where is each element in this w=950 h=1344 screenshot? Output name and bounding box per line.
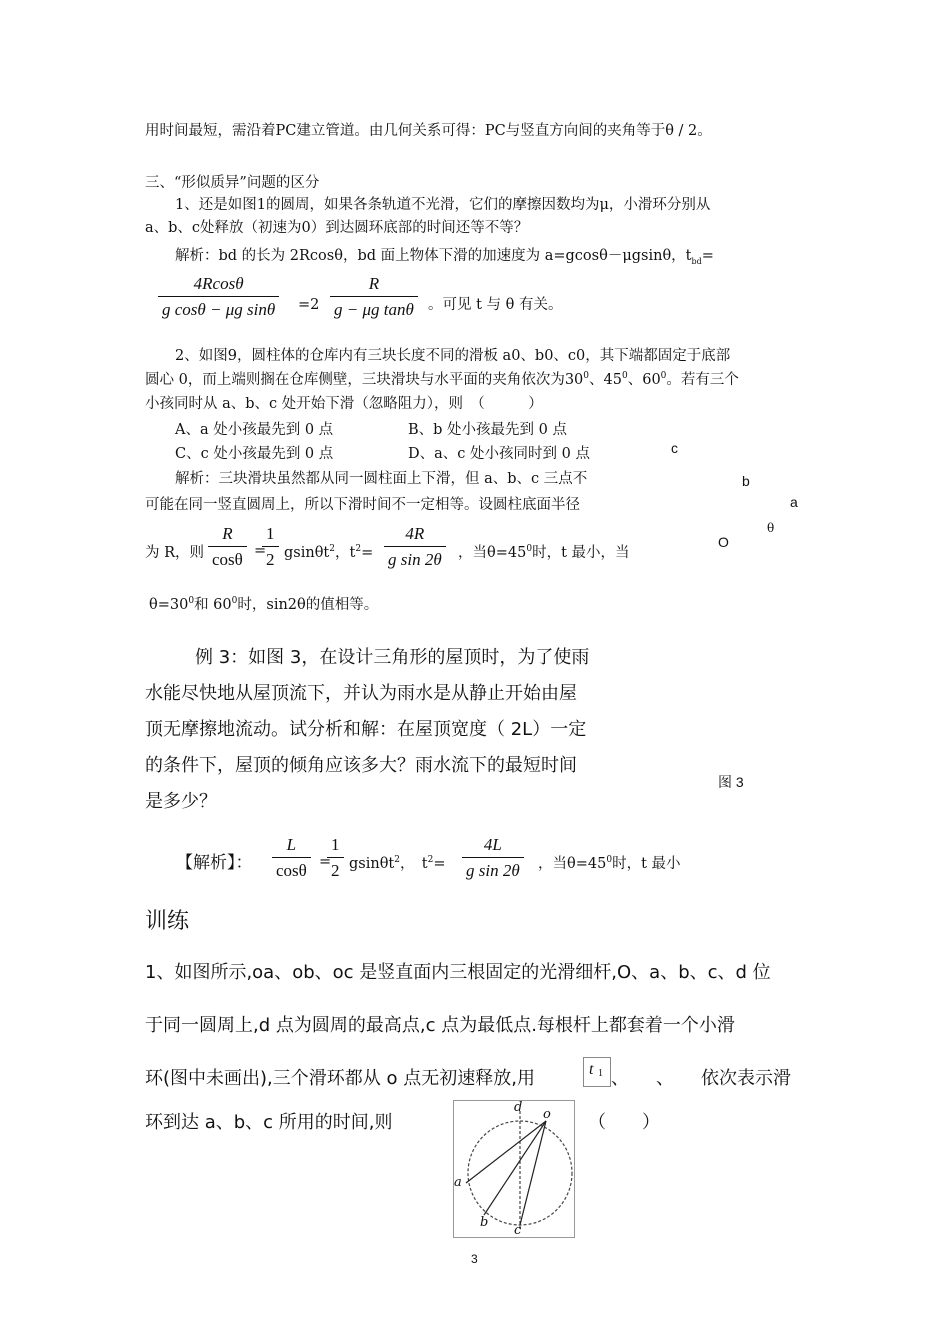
text-run: 时，t 最小	[612, 856, 681, 872]
option-a: A、a 处小孩最先到 0 点	[175, 422, 334, 438]
option-b: B、b 处小孩最先到 0 点	[408, 422, 567, 438]
text-line: a、b、c处释放（初速为0）到达圆环底部的时间还等不等？	[145, 220, 529, 236]
text-line: 顶无摩擦地流动。试分析和解：在屋顶宽度（ 2L）一定	[145, 719, 587, 740]
numerator: 4L	[483, 835, 502, 854]
text-run: 为 R，则	[145, 545, 205, 561]
text-run: 。可见 t 与 θ 有关。	[428, 297, 563, 313]
fraction	[327, 835, 344, 881]
fraction	[384, 524, 446, 570]
text-line	[284, 541, 373, 562]
text-run: 时，t 最小，当	[532, 545, 630, 561]
text-line: 1、还是如图1的圆周，如果各条轨道不光滑，它们的摩擦因数均为μ，小滑环分别从	[175, 197, 711, 213]
subscript: bd	[691, 256, 702, 266]
text-run: gsinθt	[284, 545, 330, 561]
figure-caption: 图 3	[718, 774, 744, 790]
figure-label-o: O	[718, 534, 729, 550]
denominator: 2	[262, 546, 279, 570]
text-line: 可能在同一竖直圆周上，所以下滑时间不一定相等。设圆柱底面半径	[145, 497, 580, 513]
denominator: cosθ	[208, 546, 247, 570]
circle-figure	[453, 1100, 575, 1238]
numerator: L	[286, 835, 297, 854]
denominator: g − μg tanθ	[330, 296, 418, 320]
fraction	[330, 274, 418, 320]
superscript: 0	[621, 371, 628, 382]
figure-label-c: c	[671, 440, 678, 456]
option-c: C、c 处小孩最先到 0 点	[175, 446, 334, 462]
text-line	[458, 541, 630, 562]
label-c: c	[514, 1223, 522, 1238]
text-run: =	[319, 854, 332, 870]
text-run: 和 60	[194, 597, 232, 613]
denominator: cosθ	[272, 857, 311, 881]
figure-label-theta: θ	[767, 521, 775, 535]
text-line: 例 3：如图 3，在设计三角形的屋顶时，为了使雨	[195, 647, 590, 668]
figure-label-a: a	[790, 494, 798, 510]
denominator: g sin 2θ	[384, 546, 446, 570]
denominator: g sin 2θ	[462, 857, 524, 881]
fraction	[262, 524, 279, 570]
text-line: 解析：三块滑块虽然都从同一圆柱面上下滑，但 a、b、c 三点不	[175, 471, 588, 487]
text-line: 环(图中未画出),三个滑环都从 o 点无初速释放,用	[145, 1068, 535, 1089]
text-run: ， t	[400, 856, 428, 872]
text-run: =	[254, 543, 267, 559]
text-run: 、60	[627, 372, 661, 388]
superscript: 0	[660, 371, 667, 382]
superscript: 2	[394, 855, 400, 866]
text-run: =2	[298, 297, 320, 313]
label-a: a	[454, 1175, 462, 1190]
superscript: 0	[526, 544, 533, 555]
denominator: 2	[327, 857, 344, 881]
numerator: 4Rcosθ	[193, 274, 244, 293]
text-line	[538, 852, 681, 873]
text-run: 圆心 0，而上端则搁在仓库侧壁，三块滑块与水平面的夹角依次为30	[145, 372, 584, 388]
text-line	[145, 368, 739, 389]
text-run: ，t	[335, 545, 356, 561]
superscript: 2	[427, 855, 434, 866]
fraction	[158, 274, 279, 320]
label-d: d	[514, 1100, 523, 1115]
fraction	[462, 835, 524, 881]
rod-oc	[520, 1121, 546, 1225]
text-line: 小孩同时从 a、b、c 处开始下滑（忽略阻力），则 （ ）	[145, 396, 543, 412]
text-line: 2、如图9，圆柱体的仓库内有三块长度不同的滑板 a0、b0、c0，其下端都固定于底部	[175, 348, 731, 364]
answer-parentheses: （ ）	[588, 1112, 660, 1133]
text-run: 时，sin2θ的值相等。	[237, 597, 379, 613]
page-number: 3	[471, 1252, 478, 1266]
superscript: 2	[355, 544, 362, 555]
text-line	[349, 852, 445, 873]
rod-oa	[466, 1121, 546, 1183]
text-line: 1、如图所示,oa、ob、oc 是竖直面内三根固定的光滑细杆,O、a、b、c、d 位	[145, 962, 771, 983]
text-line: 、 、 依次表示滑	[611, 1068, 791, 1089]
figure-label-b: b	[742, 473, 750, 489]
t1-symbol-icon	[583, 1057, 611, 1087]
text-line	[175, 244, 714, 266]
text-run: =	[701, 248, 714, 264]
superscript: 0	[188, 596, 195, 607]
denominator: g cosθ − μg sinθ	[158, 296, 279, 320]
superscript: 2	[329, 544, 335, 555]
numerator: 1	[266, 524, 275, 543]
t1-subscript: 1	[598, 1068, 603, 1079]
circle-diagram	[454, 1101, 574, 1237]
fraction	[208, 524, 247, 570]
text-line: 于同一圆周上,d 点为圆周的最高点,c 点为最低点.每根杆上都套着一个小滑	[145, 1015, 735, 1036]
text-run: θ=30	[149, 597, 189, 613]
superscript: 0	[606, 855, 613, 866]
label-o: o	[543, 1107, 551, 1122]
training-title: 训练	[145, 909, 190, 934]
text-run: 解析：bd 的长为 2Rcosθ，bd 面上物体下滑的加速度为 a=gcosθ－μgsinθ，t	[175, 248, 692, 264]
rod-ob	[484, 1121, 546, 1215]
text-run: ，当θ=45	[538, 856, 607, 872]
fraction	[272, 835, 311, 881]
text-line: 水能尽快地从屋顶流下，并认为雨水是从静止开始由屋	[145, 683, 577, 704]
numerator: 1	[331, 835, 340, 854]
option-d: D、a、c 处小孩同时到 0 点	[408, 446, 590, 462]
label-b: b	[480, 1215, 489, 1230]
answer-label: 【解析】：	[176, 853, 253, 873]
text-line: 的条件下，屋顶的倾角应该多大？雨水流下的最短时间	[145, 755, 577, 776]
text-line: 环到达 a、b、c 所用的时间,则	[145, 1112, 393, 1133]
text-run: 。若有三个	[666, 372, 739, 388]
numerator: 4R	[405, 524, 425, 543]
t1-letter: t	[589, 1061, 594, 1078]
text-line	[149, 593, 378, 614]
section-heading: 三、“形似质异”问题的区分	[145, 175, 320, 191]
numerator: R	[368, 274, 380, 293]
text-run: =	[433, 856, 446, 872]
text-line: 是多少？	[145, 791, 217, 812]
superscript: 0	[583, 371, 590, 382]
text-run: =	[361, 545, 374, 561]
text-run: 、45	[589, 372, 622, 388]
text-run: gsinθt	[349, 856, 395, 872]
superscript: 0	[231, 596, 238, 607]
text-line: 用时间最短，需沿着PC建立管道。由几何关系可得：PC与竖直方向间的夹角等于θ / 2。	[145, 123, 712, 139]
text-run: ，当θ=45	[458, 545, 527, 561]
numerator: R	[222, 524, 233, 543]
